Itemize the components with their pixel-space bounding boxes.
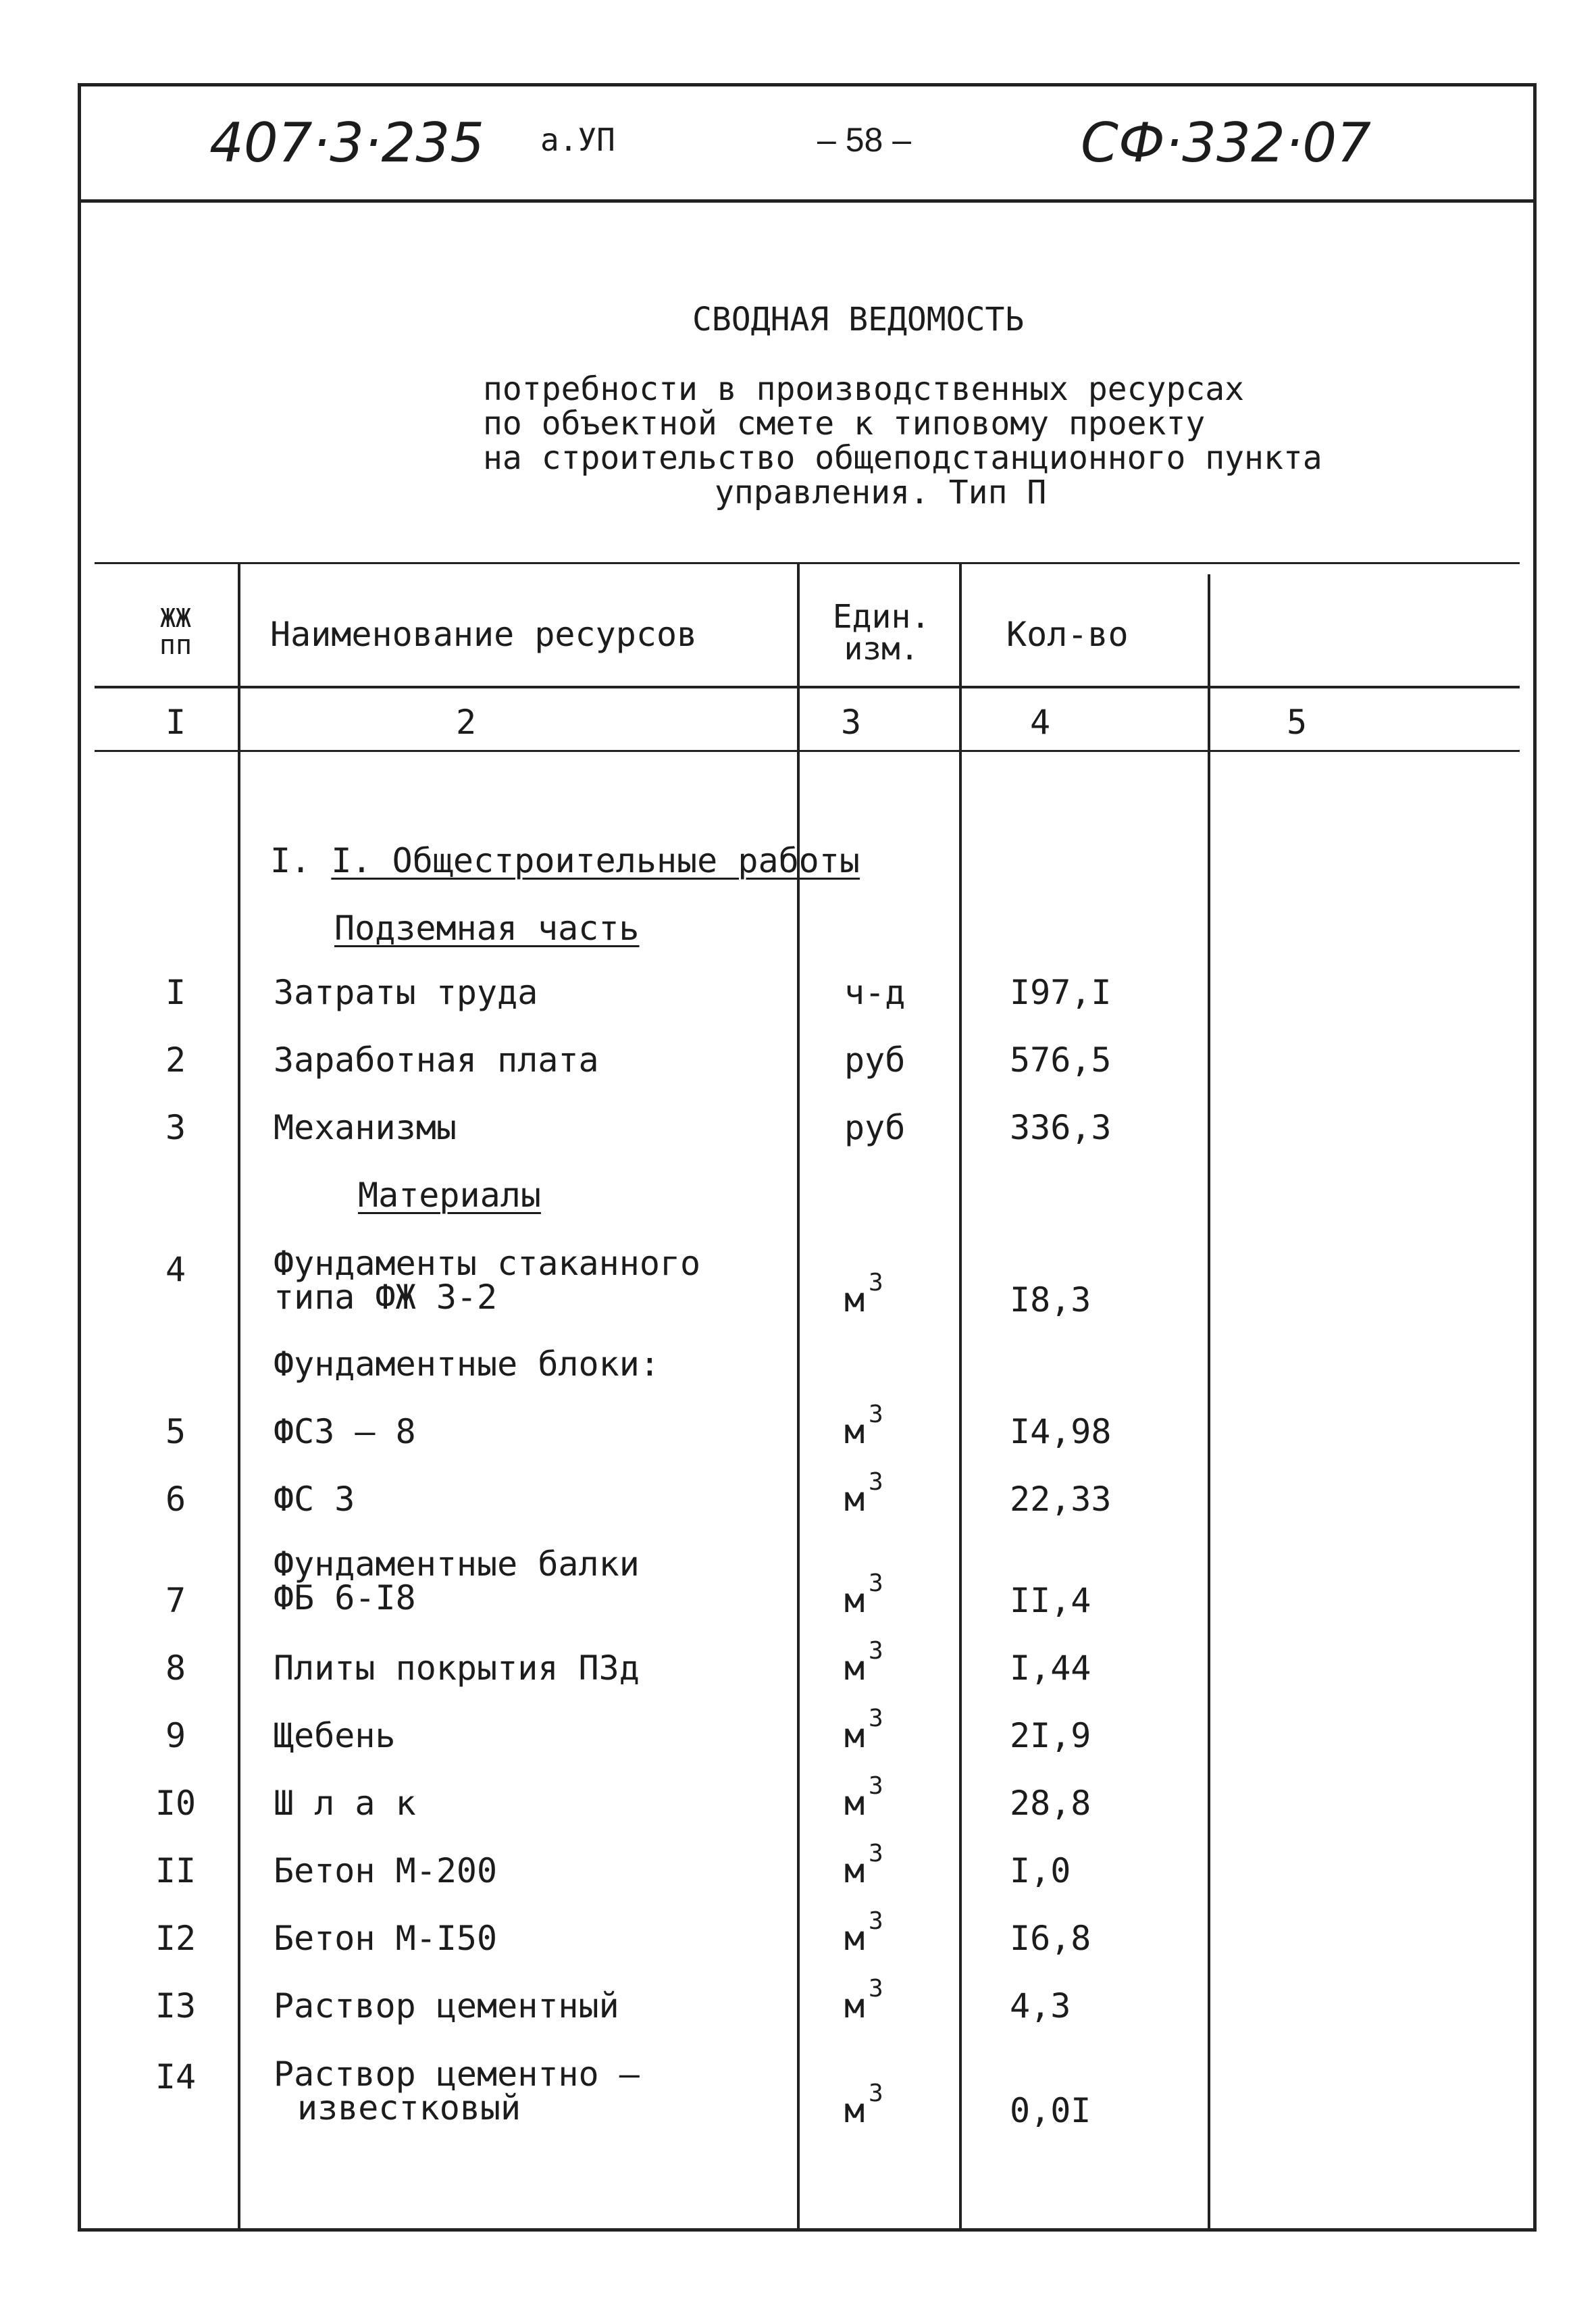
row-2-unit: руб [844,1040,906,1080]
col-number-1: I [165,703,186,742]
col-number-4: 4 [1029,703,1051,742]
row-8-qty: I,44 [1010,1649,1091,1688]
row-4-name-a: Фундаменты стаканного [274,1244,701,1283]
row-14-name-b: известковый [297,2088,521,2128]
row-10-exp: 3 [869,1772,883,1800]
row-12-name: Бетон М-I50 [274,1919,498,1958]
row-4-name-b: типа ФЖ 3-2 [274,1278,498,1317]
col-divider-2 [797,564,800,2232]
row-9-unit: м [844,1716,865,1755]
page-number: – 58 – [817,121,912,159]
row-9-exp: 3 [869,1705,883,1732]
col-number-2: 2 [455,703,477,742]
row-1-name: Затраты труда [274,973,538,1012]
row-14-qty: 0,0I [1010,2091,1091,2130]
row-7-name-a: Фундаментные балки [274,1544,640,1584]
row-12-unit: м [844,1919,865,1958]
album-label: а.УП [540,122,615,158]
header-unit-b: изм. [844,630,919,667]
row-3-unit: руб [844,1108,906,1147]
row-2-num: 2 [165,1040,186,1080]
row-13-name: Раствор цементный [274,1986,619,2026]
title-line-1: потребности в производственных ресурсах [483,370,1245,408]
row-10-unit: м [844,1784,865,1823]
row-9-num: 9 [165,1716,186,1755]
row-12-exp: 3 [869,1907,883,1935]
row-7-exp: 3 [869,1569,883,1597]
table-top-rule [95,562,1520,564]
title-line-3: на строительство общеподстанционного пункта [483,439,1322,477]
row-13-unit: м [844,1986,865,2026]
row-3-name: Механизмы [274,1108,457,1147]
row-2-qty: 576,5 [1010,1040,1112,1080]
row-11-unit: м [844,1851,865,1890]
row-4-num: 4 [165,1250,186,1289]
header-divider [78,199,1537,203]
row-5-unit: м [844,1412,865,1451]
subsection-underground: Подземная часть [334,909,640,948]
document-heading: СВОДНАЯ ВЕДОМОСТЬ [692,301,1025,338]
row-10-num: I0 [155,1784,197,1823]
row-10-name: Ш л а к [274,1784,416,1823]
table-header-rule [95,686,1520,688]
row-1-unit: ч-д [844,973,906,1012]
row-13-exp: 3 [869,1975,883,2003]
row-7-unit: м [844,1581,865,1620]
row-12-qty: I6,8 [1010,1919,1091,1958]
header-num-a: ЖЖ [160,603,191,633]
group-label-blocks: Фундаментные блоки: [274,1344,660,1384]
col-divider-1 [238,564,240,2232]
row-5-name: ФСЗ – 8 [274,1412,416,1451]
row-14-num: I4 [155,2057,197,2096]
row-6-num: 6 [165,1480,186,1519]
row-11-exp: 3 [869,1840,883,1867]
row-14-name-a: Раствор цементно – [274,2055,640,2094]
row-5-qty: I4,98 [1010,1412,1112,1451]
header-qty: Кол-во [1006,615,1129,654]
header-num-b: пп [159,630,192,661]
row-4-unit: м [844,1280,865,1319]
row-14-exp: 3 [869,2080,883,2107]
row-11-name: Бетон М-200 [274,1851,498,1890]
row-14-unit: м [844,2091,865,2130]
row-7-name-b: ФБ 6-I8 [274,1578,416,1617]
col-number-5: 5 [1286,703,1308,742]
col-divider-4 [1208,574,1210,2232]
row-6-exp: 3 [869,1468,883,1496]
doc-number: 407·3·235 [209,111,485,174]
row-8-name: Плиты покрытия ПЗд [274,1649,640,1688]
header-name: Наименование ресурсов [270,615,698,654]
row-4-exp: 3 [869,1269,883,1297]
row-1-num: I [165,973,186,1012]
row-13-qty: 4,3 [1010,1986,1071,2026]
table-colnum-rule [95,750,1520,752]
row-5-num: 5 [165,1412,186,1451]
row-7-num: 7 [165,1581,186,1620]
row-1-qty: I97,I [1010,973,1112,1012]
row-8-exp: 3 [869,1637,883,1665]
row-5-exp: 3 [869,1401,883,1428]
row-13-num: I3 [155,1986,197,2026]
row-11-qty: I,0 [1010,1851,1071,1890]
row-7-qty: II,4 [1010,1581,1091,1620]
sheet-code: СФ·332·07 [1081,111,1372,174]
row-12-num: I2 [155,1919,197,1958]
title-line-4: управления. Тип П [715,474,1047,511]
section-heading: I. I. Общестроительные работы [270,841,860,880]
row-4-qty: I8,3 [1010,1280,1091,1319]
title-line-2: по объектной смете к типовому проекту [483,405,1206,443]
row-6-unit: м [844,1480,865,1519]
row-3-qty: 336,3 [1010,1108,1112,1147]
row-6-name: ФС 3 [274,1480,355,1519]
col-number-3: 3 [840,703,862,742]
subsection-materials: Материалы [358,1176,541,1215]
row-2-name: Заработная плата [274,1040,599,1080]
row-9-qty: 2I,9 [1010,1716,1091,1755]
row-6-qty: 22,33 [1010,1480,1112,1519]
row-8-num: 8 [165,1649,186,1688]
row-11-num: II [155,1851,197,1890]
header-unit-a: Един. [832,598,931,636]
col-divider-3 [959,564,962,2232]
row-3-num: 3 [165,1108,186,1147]
row-9-name: Щебень [274,1716,396,1755]
row-8-unit: м [844,1649,865,1688]
section-title: I. Общестроительные работы [331,841,860,880]
row-10-qty: 28,8 [1010,1784,1091,1823]
